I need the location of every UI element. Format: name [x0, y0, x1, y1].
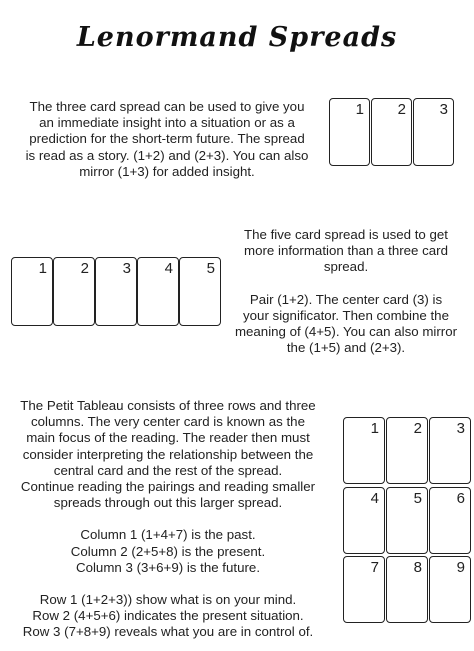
card-number: 4	[164, 260, 173, 277]
three-spread-card-2	[371, 98, 412, 166]
five-spread-card-3	[95, 257, 137, 326]
text-line: Row 3 (7+8+9) reveals what you are in control of.	[22, 624, 314, 640]
text-line: main focus of the reading. The reader then must	[26, 430, 310, 446]
text-line: The five card spread is used to get	[244, 227, 448, 242]
text-line: central card and the rest of the spread.	[53, 462, 283, 478]
card-number: 2	[80, 260, 89, 277]
card-number: 1	[370, 420, 379, 437]
text-line: is read as a story. (1+2) and (2+3). You can also	[25, 147, 309, 163]
three-spread-card-3	[413, 98, 454, 166]
text-line: Column 1 (1+4+7) is the past.	[80, 527, 256, 543]
card-number: 3	[456, 420, 465, 437]
card-number: 4	[370, 490, 379, 507]
card-number: 1	[355, 101, 364, 118]
tableau-card-4	[343, 487, 385, 554]
tableau-card-3	[429, 417, 471, 484]
text-line: Column 2 (2+5+8) is the present.	[70, 543, 266, 559]
text-line: prediction for the short-term future. The spread	[29, 131, 305, 147]
five-card-description	[226, 227, 466, 356]
five-spread-card-5	[179, 257, 221, 326]
tableau-card-9	[429, 556, 471, 623]
tableau-card-1	[343, 417, 385, 484]
card-number: 3	[439, 101, 448, 118]
tableau-card-6	[429, 487, 471, 554]
text-line: consider interpreting the relationship between the	[22, 446, 314, 462]
page-title: Lenormand Spreads	[76, 22, 398, 53]
five-spread-card-4	[137, 257, 179, 326]
text-line: Column 3 (3+6+9) is the future.	[75, 559, 261, 575]
text-line: the (1+5) and (2+3).	[286, 340, 406, 356]
card-number: 3	[122, 260, 131, 277]
card-number: 2	[397, 101, 406, 118]
card-number: 1	[38, 260, 47, 277]
tableau-card-2	[386, 417, 428, 484]
card-number: 8	[413, 559, 422, 576]
text-line: meaning of (4+5). You can also mirror	[234, 324, 458, 340]
tableau-card-5	[386, 487, 428, 554]
five-spread-card-2	[53, 257, 95, 326]
text-line: spread.	[323, 259, 369, 275]
card-number: 9	[456, 559, 465, 576]
five-spread-card-1	[11, 257, 53, 326]
three-spread-card-1	[329, 98, 370, 166]
three-card-description	[12, 99, 322, 180]
text-line: mirror (1+3) for added insight.	[79, 163, 255, 179]
petit-tableau-description	[0, 398, 336, 641]
text-line: Pair (1+2). The center card (3) is	[249, 291, 443, 307]
text-line: an immediate insight into a situation or as a	[39, 115, 295, 131]
card-number: 5	[206, 260, 215, 277]
text-line: Row 2 (4+5+6) indicates the present situation.	[32, 608, 304, 624]
card-number: 6	[456, 490, 465, 507]
text-line: spreads through out this larger spread.	[53, 495, 283, 511]
text-line: more information than a three card	[244, 243, 448, 259]
text-line: columns. The very center card is known as the	[31, 414, 305, 430]
text-line: your significator. Then combine the	[243, 307, 449, 323]
card-number: 7	[370, 559, 379, 576]
text-line: The three card spread can be used to give you	[29, 99, 305, 114]
tableau-card-7	[343, 556, 385, 623]
text-line: Continue reading the pairings and reading smaller	[20, 479, 316, 495]
text-line: The Petit Tableau consists of three rows and three	[20, 398, 316, 413]
text-line: Row 1 (1+2+3)) show what is on your mind.	[39, 592, 297, 608]
card-number: 5	[413, 490, 422, 507]
tableau-card-8	[386, 556, 428, 623]
card-number: 2	[413, 420, 422, 437]
